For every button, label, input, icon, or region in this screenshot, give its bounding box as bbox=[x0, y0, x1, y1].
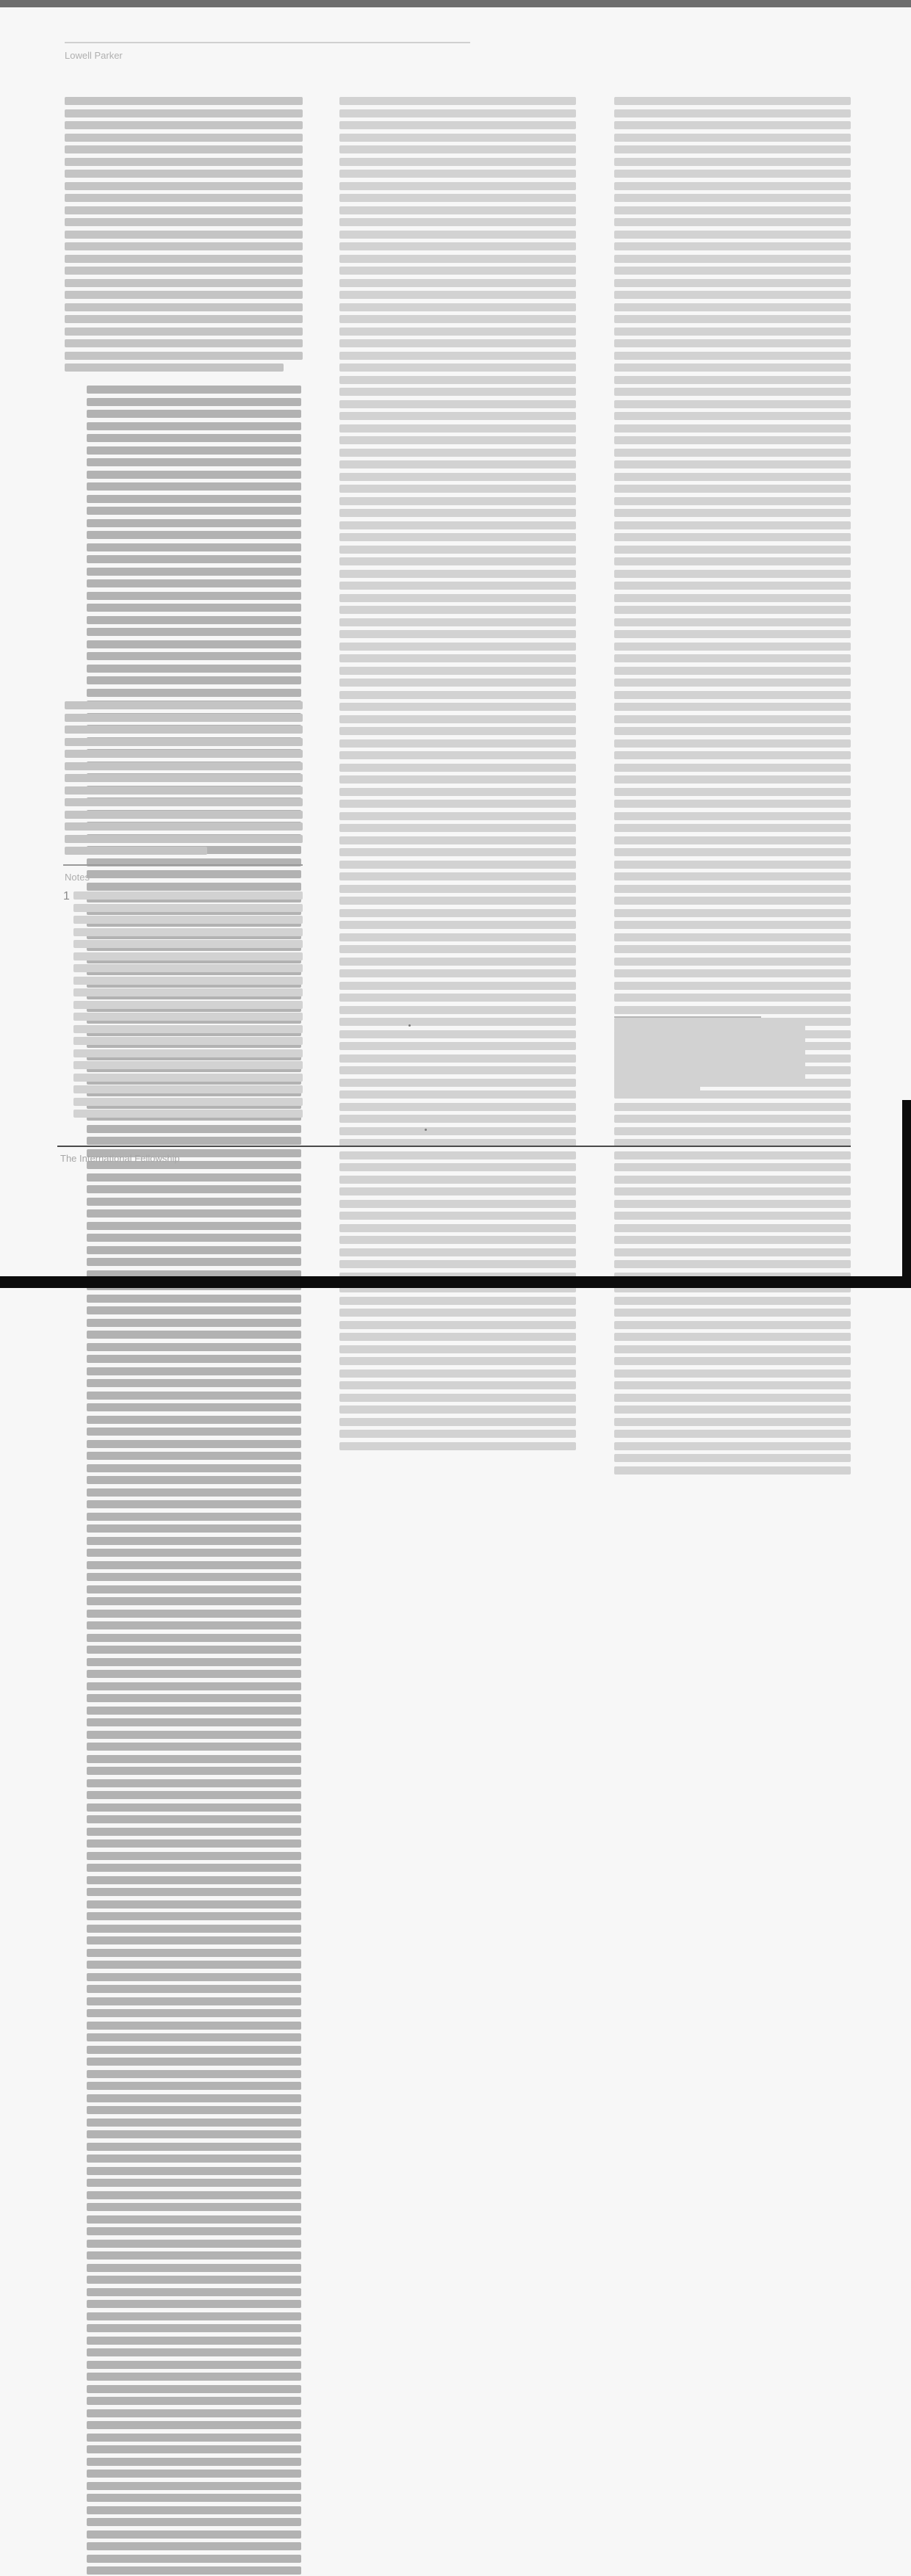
column-1-body bbox=[65, 97, 303, 376]
reference-list bbox=[614, 97, 851, 1475]
column-1-body-continued bbox=[65, 701, 303, 859]
notes-column-1 bbox=[73, 891, 303, 1122]
notes-heading: Notes bbox=[65, 872, 90, 883]
author-bio-rule bbox=[614, 1016, 761, 1018]
footnotes bbox=[73, 891, 303, 1118]
body-paragraph bbox=[65, 701, 303, 855]
notes-rule bbox=[63, 864, 303, 866]
footer-rule bbox=[57, 1146, 851, 1147]
reference-list bbox=[339, 97, 576, 1450]
body-paragraph bbox=[65, 97, 303, 372]
references-column-2 bbox=[339, 97, 576, 1454]
author-bio bbox=[614, 1024, 805, 1096]
author-bio-lines bbox=[614, 1024, 805, 1093]
footer-publication: The International Fellowship bbox=[60, 1153, 180, 1164]
scan-top-strip bbox=[0, 0, 911, 7]
note-number: 1 bbox=[63, 890, 70, 902]
scan-speck bbox=[408, 1024, 411, 1027]
header-rule bbox=[65, 42, 470, 43]
running-head: Lowell Parker bbox=[65, 50, 123, 61]
scan-bottom-band bbox=[0, 1276, 911, 1288]
scan-right-bar bbox=[902, 1100, 911, 1288]
references-column-3 bbox=[614, 97, 851, 1478]
scan-speck bbox=[425, 1129, 427, 1131]
